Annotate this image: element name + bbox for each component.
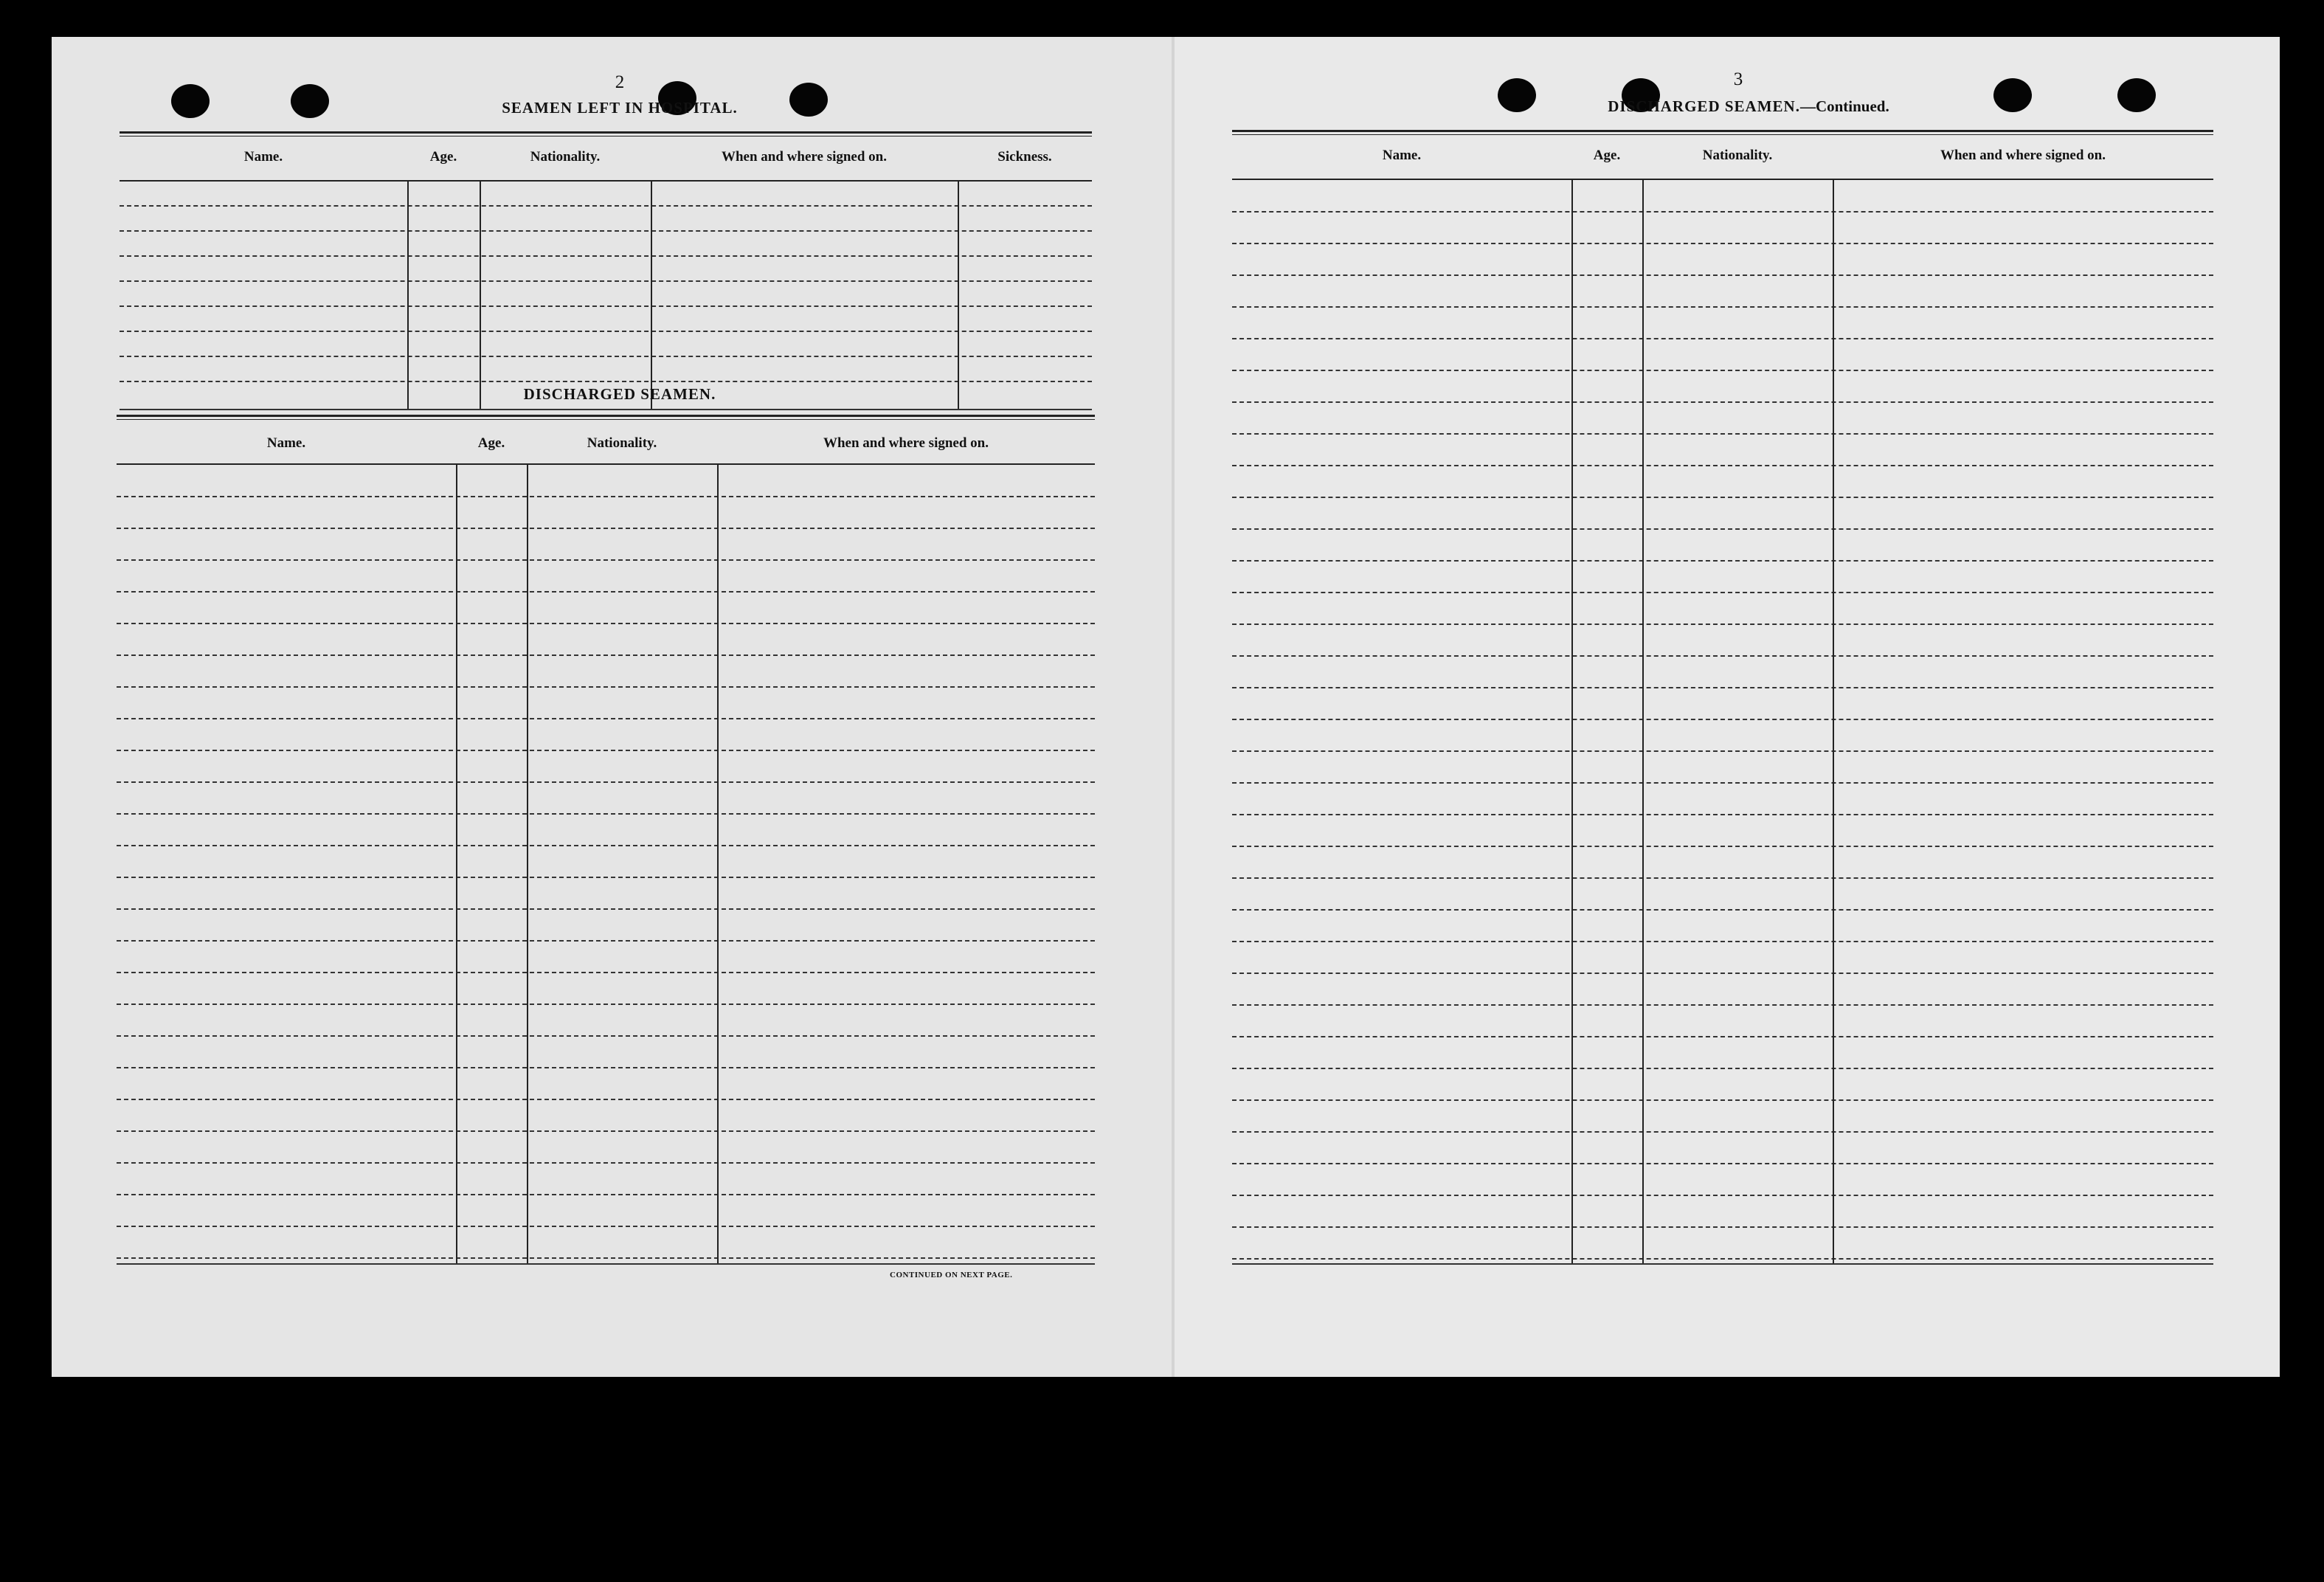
ruled-line [117,813,1095,815]
title-continued: —Continued. [1799,97,1889,115]
ruled-line [1232,370,2213,371]
table-bottom-rule [120,409,1092,410]
column-header-nationality: Nationality. [530,149,601,165]
ruled-line [117,845,1095,846]
ruled-line [117,908,1095,910]
punch-hole [171,84,210,118]
column-divider [407,180,409,409]
ruled-line [1232,1163,2213,1164]
ruled-line [1232,243,2213,244]
ruled-line [1232,624,2213,625]
ruled-line [1232,1099,2213,1101]
column-header-nationality: Nationality. [587,435,657,451]
column-divider [958,180,959,409]
ruled-line [1232,560,2213,562]
column-header-name: Name. [243,149,283,165]
ruled-line [120,230,1092,232]
column-header-signed-on: When and where signed on. [721,149,887,165]
table-bottom-rule [1232,1263,2213,1265]
column-header-name: Name. [1382,148,1422,163]
ruled-line [1232,782,2213,784]
page-number: 3 [1733,69,1743,89]
ruled-line [1232,941,2213,942]
column-header-age: Age. [1593,148,1621,163]
column-header-signed-on: When and where signed on. [823,435,989,451]
discharged-table [117,415,1095,1265]
ruled-line [1232,846,2213,847]
column-divider [717,463,719,1263]
ruled-line [1232,1036,2213,1037]
ruled-line [1232,497,2213,498]
ruled-line [1232,211,2213,213]
ruled-line [1232,1068,2213,1069]
ruled-line [117,496,1095,497]
ruled-line [117,718,1095,719]
column-divider [527,463,528,1263]
column-divider [1571,179,1573,1263]
ruled-line [120,381,1092,382]
ruled-line [117,591,1095,593]
column-header-age: Age. [477,435,505,451]
column-header-name: Name. [266,435,306,451]
ruled-line [117,940,1095,942]
ruled-line [117,686,1095,688]
ruled-line [117,1162,1095,1164]
ruled-line [1232,274,2213,276]
ruled-line [1232,1195,2213,1196]
ruled-line [117,1226,1095,1227]
ruled-line [117,877,1095,878]
hospital-table [120,131,1092,410]
column-header-signed-on: When and where signed on. [1940,148,2106,163]
ruled-line [1232,433,2213,435]
ruled-line [117,623,1095,624]
ruled-line [120,305,1092,307]
ruled-line [1232,719,2213,720]
ruled-line [117,654,1095,656]
column-header-nationality: Nationality. [1702,148,1773,163]
ruled-line [120,331,1092,332]
column-header-age: Age. [429,149,457,165]
punch-hole [2117,78,2156,112]
ruled-line [117,972,1095,973]
hospital-section-title: SEAMEN LEFT IN HOSPITAL. [502,99,738,117]
ruled-line [1232,401,2213,403]
ruled-line [120,255,1092,257]
ruled-line [117,1067,1095,1068]
ruled-line [117,750,1095,751]
ruled-line [1232,909,2213,911]
ruled-line [117,1035,1095,1037]
ruled-line [1232,877,2213,879]
ruled-line [1232,1004,2213,1006]
ruled-line [117,1130,1095,1132]
punch-hole [789,83,828,117]
punch-hole [1993,78,2032,112]
ruled-line [117,1257,1095,1259]
discharged-continued-table [1232,130,2213,1265]
column-divider [480,180,481,409]
ruled-line [1232,687,2213,688]
ruled-line [117,1004,1095,1005]
ruled-line [117,1099,1095,1100]
ruled-line [117,559,1095,561]
ruled-line [117,528,1095,529]
punch-hole [291,84,329,118]
ruled-line [1232,1258,2213,1260]
ruled-line [1232,1131,2213,1133]
column-divider [651,180,652,409]
page-number: 2 [615,72,625,92]
ruled-line [1232,528,2213,530]
ruled-line [1232,814,2213,815]
ruled-line [117,781,1095,783]
ruled-line [120,280,1092,282]
ruled-line [1232,973,2213,974]
ruled-line [1232,338,2213,339]
table-bottom-rule [117,1263,1095,1265]
ruled-line [120,205,1092,207]
column-divider [1833,179,1834,1263]
continued-note: CONTINUED ON NEXT PAGE. [890,1271,1013,1279]
ruled-line [1232,306,2213,308]
ruled-line [117,1194,1095,1195]
title-main: DISCHARGED SEAMEN. [1608,97,1800,115]
column-header-sickness: Sickness. [997,149,1052,165]
ruled-line [1232,465,2213,466]
column-divider [1642,179,1644,1263]
ruled-line [1232,592,2213,593]
ruled-line [1232,655,2213,657]
discharged-section-title: DISCHARGED SEAMEN. [523,385,716,403]
ruled-line [1232,1226,2213,1228]
ruled-line [1232,750,2213,752]
column-divider [456,463,457,1263]
ruled-line [120,356,1092,357]
document-sheet [52,37,2280,1377]
discharged-continued-title [1527,97,1970,116]
